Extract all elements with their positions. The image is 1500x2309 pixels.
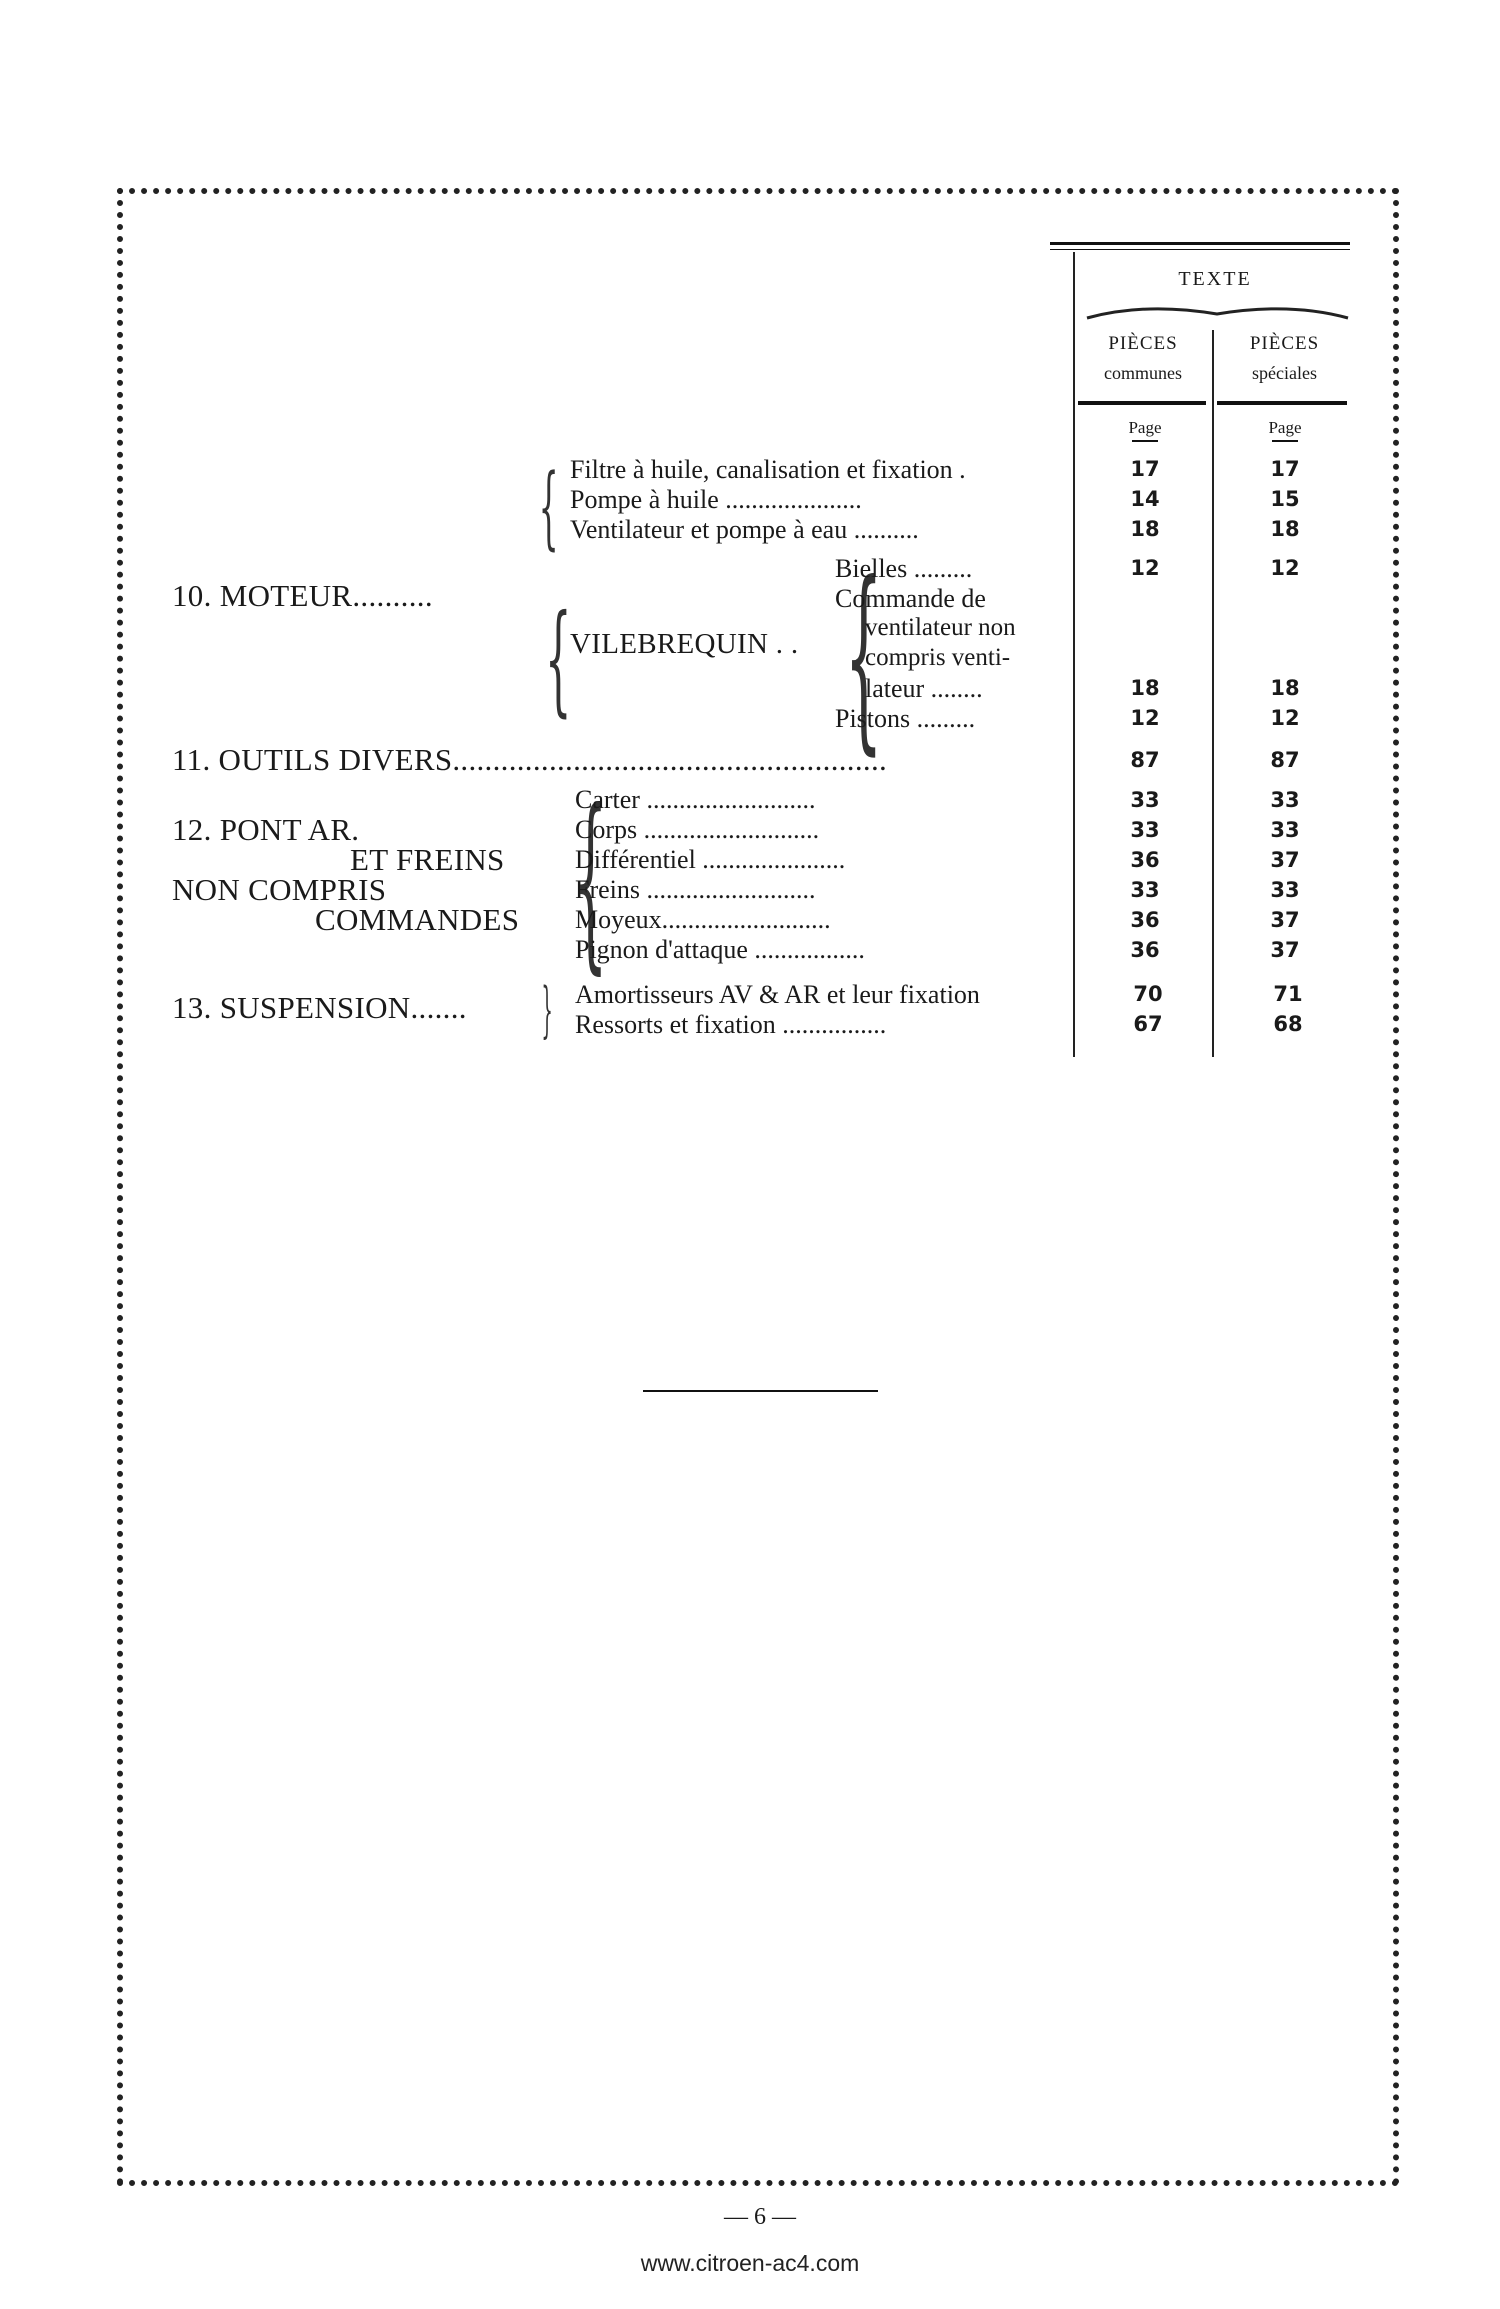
outils-s: 87 xyxy=(1270,748,1300,772)
section-moteur-title: 10. MOTEUR.......... xyxy=(172,578,433,613)
col1-sub: communes xyxy=(1104,363,1182,383)
moteur-item-1-s: 15 xyxy=(1270,487,1300,511)
vile-item-5-c: 12 xyxy=(1130,706,1160,730)
vile-item-4-s: 18 xyxy=(1270,676,1300,700)
pont-item-5-label: Pignon d'attaque ................. xyxy=(575,935,865,964)
pont-brace: { xyxy=(573,770,608,991)
pont-item-2-c: 36 xyxy=(1130,848,1160,872)
col2-sub: spéciales xyxy=(1252,363,1317,383)
pont-item-0-label: Carter .......................... xyxy=(575,785,816,814)
susp-item-1-label: Ressorts et fixation ................ xyxy=(575,1010,887,1039)
pont-title-l4: COMMANDES xyxy=(315,902,520,937)
susp-item-0-label: Amortisseurs AV & AR et leur fixation xyxy=(575,980,980,1009)
pont-title-l2: ET FREINS xyxy=(350,842,505,877)
section-outils-title: 11. OUTILS DIVERS...................................................... xyxy=(172,742,888,777)
pont-item-0-s: 33 xyxy=(1270,788,1300,812)
page-label-1-rule xyxy=(1132,440,1158,442)
col1-title: PIÈCES xyxy=(1108,333,1178,354)
table-left-line xyxy=(1073,252,1075,1057)
col1-rule xyxy=(1078,401,1206,405)
pont-item-5-s: 37 xyxy=(1270,938,1300,962)
vile-item-4-label: lateur ........ xyxy=(865,674,983,703)
pont-item-1-s: 33 xyxy=(1270,818,1300,842)
suspension-brace: } xyxy=(541,975,553,1045)
vile-item-1-label: Commande de xyxy=(835,584,986,613)
end-rule xyxy=(643,1390,878,1392)
pont-title-l1: 12. PONT AR. xyxy=(172,812,360,847)
vile-item-2-label: ventilateur non xyxy=(865,614,1016,641)
page-label-2-rule xyxy=(1272,440,1298,442)
pont-item-5-c: 36 xyxy=(1130,938,1160,962)
pont-item-0-c: 33 xyxy=(1130,788,1160,812)
vile-item-5-label: Pistons ......... xyxy=(835,704,976,733)
vile-item-0-c: 12 xyxy=(1130,556,1160,580)
texte-brace xyxy=(1085,300,1350,322)
pont-item-4-c: 36 xyxy=(1130,908,1160,932)
susp-item-1-c: 67 xyxy=(1133,1012,1163,1036)
vilebrequin-brace: { xyxy=(844,540,883,773)
pont-item-4-s: 37 xyxy=(1270,908,1300,932)
col2-rule xyxy=(1217,401,1347,405)
pont-item-4-label: Moyeux.......................... xyxy=(575,905,831,934)
moteur-item-0-s: 17 xyxy=(1270,457,1300,481)
vile-item-4-c: 18 xyxy=(1130,676,1160,700)
pont-item-1-c: 33 xyxy=(1130,818,1160,842)
moteur-brace-2: { xyxy=(544,590,572,729)
vile-item-0-label: Bielles ......... xyxy=(835,554,973,583)
page-number: — 6 — xyxy=(724,2204,796,2230)
susp-item-0-s: 71 xyxy=(1273,982,1303,1006)
pont-item-2-label: Différentiel ...................... xyxy=(575,845,846,874)
page-label-2: Page xyxy=(1268,418,1302,437)
vile-item-0-s: 12 xyxy=(1270,556,1300,580)
pont-title-l3: NON COMPRIS xyxy=(172,872,387,907)
outils-c: 87 xyxy=(1130,748,1160,772)
vilebrequin-title: VILEBREQUIN . . xyxy=(570,628,799,660)
moteur-item-0-c: 17 xyxy=(1130,457,1160,481)
section-suspension-title: 13. SUSPENSION....... xyxy=(172,990,467,1025)
page-label-1: Page xyxy=(1128,418,1162,437)
texte-heading: TEXTE xyxy=(1178,268,1252,290)
col2-title: PIÈCES xyxy=(1249,333,1320,354)
pont-item-1-label: Corps ........................... xyxy=(575,815,820,844)
header-top-rule-thin xyxy=(1050,249,1350,250)
vile-item-3-label: compris venti- xyxy=(865,644,1011,671)
vile-item-5-s: 12 xyxy=(1270,706,1300,730)
moteur-item-0-label: Filtre à huile, canalisation et fixation . xyxy=(570,455,966,484)
moteur-item-2-label: Ventilateur et pompe à eau .......... xyxy=(570,515,919,544)
header-top-rule xyxy=(1050,242,1350,245)
table-middle-line xyxy=(1212,330,1214,1057)
moteur-item-2-s: 18 xyxy=(1270,517,1300,541)
pont-item-3-label: Freins .......................... xyxy=(575,875,816,904)
susp-item-0-c: 70 xyxy=(1133,982,1163,1006)
moteur-item-1-label: Pompe à huile ..................... xyxy=(570,485,862,514)
moteur-brace-1: { xyxy=(538,455,559,560)
pont-item-3-s: 33 xyxy=(1270,878,1300,902)
moteur-item-1-c: 14 xyxy=(1130,487,1160,511)
pont-item-3-c: 33 xyxy=(1130,878,1160,902)
susp-item-1-s: 68 xyxy=(1273,1012,1303,1036)
moteur-item-2-c: 18 xyxy=(1130,517,1160,541)
website-link[interactable]: www.citroen-ac4.com xyxy=(640,2250,860,2276)
pont-item-2-s: 37 xyxy=(1270,848,1300,872)
